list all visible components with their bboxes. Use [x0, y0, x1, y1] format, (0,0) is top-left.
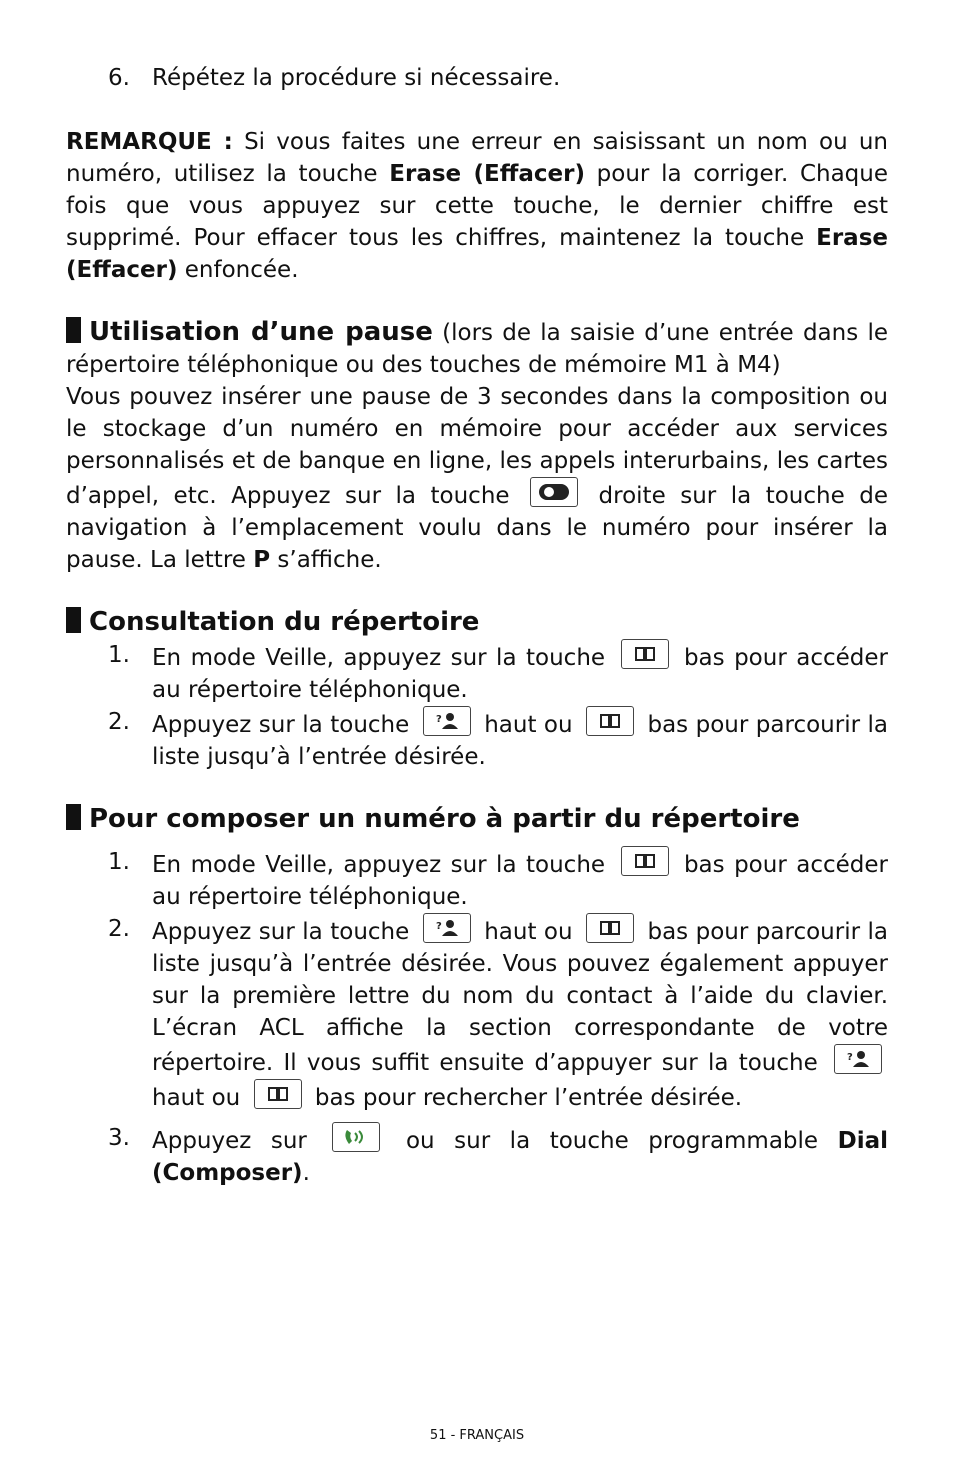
section-title: Pour composer un numéro à partir du répertoire [89, 804, 800, 834]
phonebook-down-key-icon [586, 913, 634, 943]
consultation-steps [66, 639, 888, 773]
contacts-up-key-icon [423, 706, 471, 736]
page-footer: 51 - FRANÇAIS [429, 1428, 525, 1443]
phonebook-down-key-icon [586, 706, 634, 736]
list-item: 6. Répétez la procédure si nécessaire. [108, 65, 561, 91]
pause-paragraph: Vous pouvez insérer une pause de 3 secondes dans la composition ou le stockage d’un numéro en mémoire pour accéder aux services personnalisés et de banque en ligne, les appels interurbains, les cartes d’appel, etc. Appuyez sur la touche droite sur la touche de navigation à l’emplacement voulu dans le numéro pour insérer la pause. La lettre P s’affiche. [66, 384, 888, 573]
phonebook-down-key-icon [621, 846, 669, 876]
svg-text:?: ? [435, 714, 442, 725]
composer-section [66, 803, 888, 836]
remarque-paragraph: REMARQUE : Si vous faites une erreur en saisissant un nom ou un numéro, utilisez la touche Erase (Effacer) pour la corriger. Chaque fois que vous appuyez sur cette touche, le dernier chiffre est supprimé. Pour effacer tous les chiffres, maintenez la touche Erase (Effacer) enfoncée. [66, 129, 889, 283]
list-item: 1. En mode Veille, appuyez sur la touche bas pour accéder au répertoire téléphonique. [66, 846, 888, 913]
step-list-top [66, 62, 888, 94]
list-item: 2. Appuyez sur la touche ? haut ou bas pour parcourir la liste jusqu’à l’entrée désirée. Vous pouvez également appuyer sur la première lettre du nom du contact à l’aide du clavier. L’écran ACL affiche la section correspondante de votre répertoire. Il vous suffit ensuite d’appuyer sur la touche ? haut ou bas pour rechercher l’entrée désirée. [66, 913, 888, 1114]
pause-key-icon [530, 477, 578, 507]
phonebook-down-key-icon [621, 639, 669, 669]
svg-text:?: ? [847, 1052, 853, 1063]
contacts-up-key-icon [423, 913, 471, 943]
list-item: 3. Appuyez sur ou sur la touche programmable Dial (Composer). [66, 1122, 888, 1189]
consultation-section [66, 606, 888, 639]
talk-key-icon [332, 1122, 380, 1152]
composer-steps [66, 846, 888, 1189]
pause-section: Utilisation d’une pause (lors de la saisie d’une entrée dans le répertoire téléphonique ou des touches de mémoire M1 à M4) [66, 317, 888, 378]
phonebook-down-key-icon [254, 1079, 302, 1109]
section-bar [66, 804, 81, 830]
contacts-up-key-icon [834, 1044, 882, 1074]
section-title: Consultation du répertoire [89, 607, 480, 637]
svg-text:?: ? [435, 921, 442, 932]
manual-page [66, 62, 888, 1189]
list-item: 1. En mode Veille, appuyez sur la touche bas pour accéder au répertoire téléphonique. [66, 639, 888, 706]
section-title: Utilisation d’une pause [89, 317, 433, 347]
section-bar [66, 607, 81, 633]
section-bar [66, 317, 81, 343]
list-item: 2. Appuyez sur la touche ? haut ou bas pour parcourir la liste jusqu’à l’entrée désirée. [66, 706, 888, 773]
